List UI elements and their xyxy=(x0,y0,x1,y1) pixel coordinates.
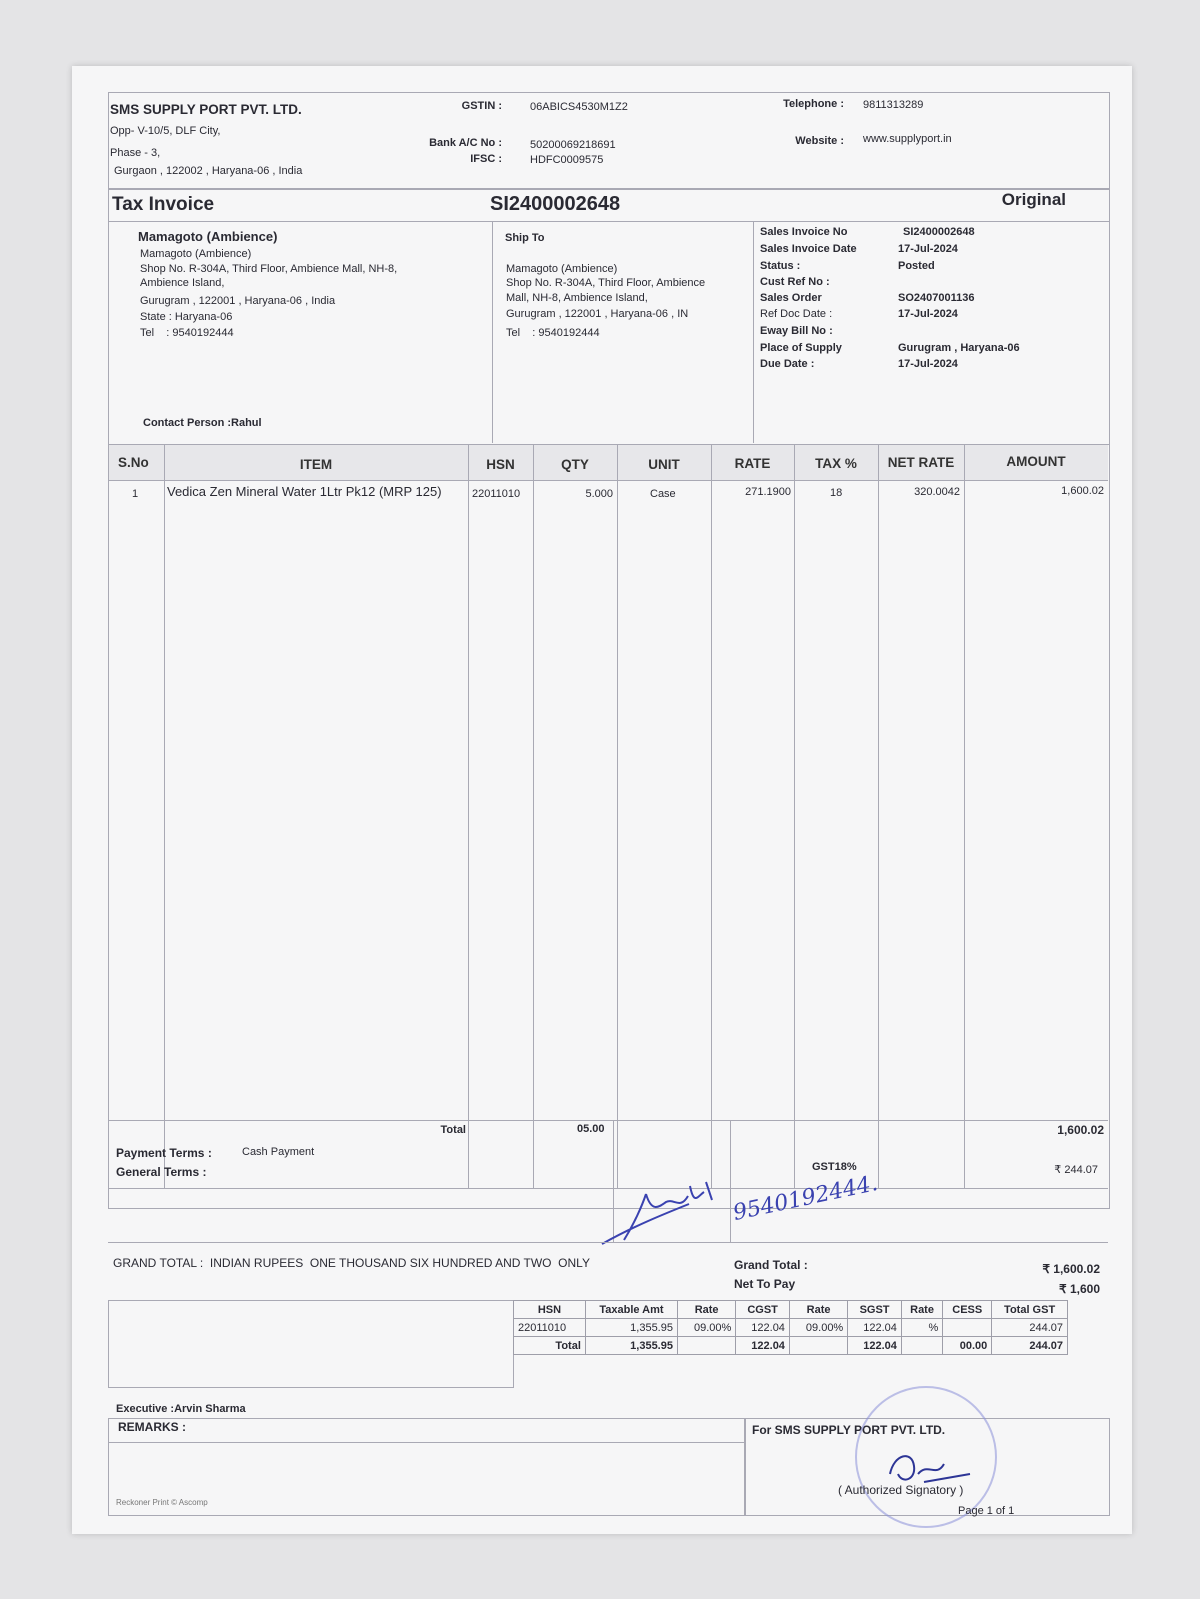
meta-value: Gurugram , Haryana-06 xyxy=(898,342,1020,354)
tax-col-header: Rate xyxy=(789,1301,847,1319)
col-header-tax: TAX % xyxy=(815,456,857,471)
tax-cell: 09.00% xyxy=(789,1319,847,1337)
remarks-rule xyxy=(108,1442,744,1443)
footer-print-note: Reckoner Print © Ascomp xyxy=(116,1498,208,1507)
document-title: Tax Invoice xyxy=(112,194,215,215)
grand-total-rule xyxy=(108,1242,1108,1243)
meta-label: Sales Invoice No xyxy=(760,226,848,238)
tax-total-cell: 122.04 xyxy=(848,1337,902,1355)
col-divider xyxy=(711,444,712,1189)
invoice-number: SI2400002648 xyxy=(490,193,621,215)
telephone-label: Telephone : xyxy=(783,98,844,110)
tax-total-cell xyxy=(789,1337,847,1355)
grand-total-words: GRAND TOTAL : INDIAN RUPEES ONE THOUSAND SIX HUNDRED AND TWO ONLY xyxy=(113,1256,590,1270)
company-address-3: Gurgaon , 122002 , Haryana-06 , India xyxy=(114,165,303,177)
bill-to-line: Tel : 9540192444 xyxy=(140,327,234,339)
gstin-value: 06ABICS4530M1Z2 xyxy=(530,101,628,113)
bill-to-line: Gurugram , 122001 , Haryana-06 , India xyxy=(140,295,336,307)
tax-col-header: Rate xyxy=(901,1301,942,1319)
page-number: Page 1 of 1 xyxy=(958,1505,1015,1517)
tax-summary-table xyxy=(513,1300,1068,1355)
col-header-amount: AMOUNT xyxy=(1006,454,1066,469)
payment-terms-label: Payment Terms : xyxy=(116,1146,212,1160)
col-divider xyxy=(964,444,965,1189)
meta-value: SO2407001136 xyxy=(898,292,975,304)
tax-cell: 122.04 xyxy=(736,1319,790,1337)
company-address-1: Opp- V-10/5, DLF City, xyxy=(110,125,221,137)
col-divider xyxy=(164,444,165,1189)
grand-total-value: ₹ 1,600.02 xyxy=(1042,1262,1100,1276)
tax-total-cell: Total xyxy=(514,1337,586,1355)
general-terms-label: General Terms : xyxy=(116,1165,207,1179)
remarks-label: REMARKS : xyxy=(118,1420,186,1434)
col-header-hsn: HSN xyxy=(486,457,515,472)
meta-label: Place of Supply xyxy=(760,342,842,354)
tax-summary-header xyxy=(514,1301,1068,1319)
tax-summary-row xyxy=(514,1319,1068,1337)
bank-label: Bank A/C No : xyxy=(429,137,502,149)
tax-cell: 22011010 xyxy=(514,1319,586,1337)
tax-col-header: Rate xyxy=(677,1301,735,1319)
bill-to-name: Mamagoto (Ambience) xyxy=(138,229,278,244)
ifsc-value: HDFC0009575 xyxy=(530,154,604,166)
invoice-page xyxy=(72,66,1132,1534)
tax-cell: % xyxy=(901,1319,942,1337)
net-to-pay-value: ₹ 1,600 xyxy=(1059,1282,1100,1296)
ship-to-label: Ship To xyxy=(505,232,545,244)
party-divider-2 xyxy=(753,221,754,443)
tax-col-header: HSN xyxy=(514,1301,586,1319)
bill-to-line: State : Haryana-06 xyxy=(140,311,233,323)
item-rate: 271.1900 xyxy=(745,486,791,498)
meta-label: Eway Bill No : xyxy=(760,325,833,337)
tax-summary-left-box xyxy=(108,1300,514,1388)
copy-label: Original xyxy=(1001,190,1066,209)
items-table xyxy=(108,444,1110,1209)
website-value: www.supplyport.in xyxy=(863,133,952,145)
item-net-rate: 320.0042 xyxy=(914,486,960,498)
for-company: For SMS SUPPLY PORT PVT. LTD. xyxy=(752,1423,946,1437)
col-header-sno: S.No xyxy=(118,455,149,470)
item-qty: 5.000 xyxy=(585,488,613,500)
tax-total-cell: 1,355.95 xyxy=(585,1337,677,1355)
tax-col-header: CESS xyxy=(943,1301,992,1319)
authorized-signatory: ( Authorized Signatory ) xyxy=(838,1483,964,1497)
items-header-rule xyxy=(108,480,1108,481)
items-total-amount: 1,600.02 xyxy=(1057,1123,1104,1137)
items-total-label: Total xyxy=(440,1124,466,1136)
col-divider xyxy=(878,444,879,1189)
tax-summary-total xyxy=(514,1337,1068,1355)
gst-label: GST18% xyxy=(812,1161,857,1173)
meta-label: Due Date : xyxy=(760,358,815,370)
tax-cell: 1,355.95 xyxy=(585,1319,677,1337)
meta-value: 17-Jul-2024 xyxy=(898,308,958,320)
grand-total-label: Grand Total : xyxy=(734,1258,808,1272)
meta-value: SI2400002648 xyxy=(903,226,975,238)
item-description: Vedica Zen Mineral Water 1Ltr Pk12 (MRP 125) xyxy=(167,484,442,499)
tax-col-header: Total GST xyxy=(992,1301,1068,1319)
ship-to-line: Gurugram , 122001 , Haryana-06 , IN xyxy=(506,308,689,320)
party-details-box xyxy=(108,221,1110,445)
terms-rule xyxy=(108,1120,1108,1121)
meta-value: Posted xyxy=(898,260,935,272)
handwritten-phone-note: 9540192444. xyxy=(730,1170,880,1227)
ship-to-line: Mall, NH-8, Ambience Island, xyxy=(506,292,648,304)
ifsc-label: IFSC : xyxy=(470,153,502,165)
col-header-qty: QTY xyxy=(561,457,589,472)
meta-value: 17-Jul-2024 xyxy=(898,358,958,370)
col-divider xyxy=(794,444,795,1189)
executive: Executive :Arvin Sharma xyxy=(116,1403,246,1415)
tax-cell: 122.04 xyxy=(848,1319,902,1337)
tax-cell: 09.00% xyxy=(677,1319,735,1337)
meta-value: 17-Jul-2024 xyxy=(898,243,958,255)
meta-label: Ref Doc Date : xyxy=(760,308,833,320)
tax-col-header: CGST xyxy=(736,1301,790,1319)
tax-cell: 244.07 xyxy=(992,1319,1068,1337)
contact-person: Contact Person :Rahul xyxy=(143,417,262,429)
items-total-qty: 05.00 xyxy=(577,1123,605,1135)
col-header-unit: UNIT xyxy=(648,457,680,472)
col-divider xyxy=(468,444,469,1189)
item-amount: 1,600.02 xyxy=(1061,485,1104,497)
meta-label: Sales Invoice Date xyxy=(760,243,857,255)
meta-label: Cust Ref No : xyxy=(760,276,830,288)
tax-total-cell xyxy=(677,1337,735,1355)
tax-total-cell: 244.07 xyxy=(992,1337,1068,1355)
bill-to-line: Shop No. R-304A, Third Floor, Ambience Mall, NH-8, xyxy=(140,263,398,275)
tax-total-cell: 122.04 xyxy=(736,1337,790,1355)
company-name: SMS SUPPLY PORT PVT. LTD. xyxy=(110,102,302,117)
gstin-label: GSTIN : xyxy=(461,100,502,112)
tax-total-cell xyxy=(901,1337,942,1355)
bill-to-line: Mamagoto (Ambience) xyxy=(140,248,252,260)
bill-to-line: Ambience Island, xyxy=(140,277,225,289)
telephone-value: 9811313289 xyxy=(863,99,924,111)
item-hsn: 22011010 xyxy=(472,488,521,500)
ship-to-line: Mamagoto (Ambience) xyxy=(506,263,618,275)
meta-label: Status : xyxy=(760,260,801,272)
col-header-rate: RATE xyxy=(734,456,771,471)
col-divider xyxy=(533,444,534,1189)
tax-cell xyxy=(943,1319,992,1337)
net-to-pay-label: Net To Pay xyxy=(734,1277,796,1291)
gst-value: ₹ 244.07 xyxy=(1054,1164,1098,1176)
tax-col-header: SGST xyxy=(848,1301,902,1319)
website-label: Website : xyxy=(795,135,844,147)
party-divider-1 xyxy=(492,221,493,443)
ship-to-line: Tel : 9540192444 xyxy=(506,327,600,339)
ship-to-line: Shop No. R-304A, Third Floor, Ambience xyxy=(506,277,706,289)
col-divider xyxy=(617,444,618,1189)
bank-value: 50200069218691 xyxy=(530,139,616,151)
meta-label: Sales Order xyxy=(760,292,822,304)
col-header-item: ITEM xyxy=(299,457,333,472)
item-unit: Case xyxy=(650,488,676,500)
col-header-net-rate: NET RATE xyxy=(887,455,955,470)
item-sno: 1 xyxy=(132,488,139,500)
item-tax: 18 xyxy=(830,487,843,499)
payment-terms-value: Cash Payment xyxy=(242,1146,315,1158)
tax-col-header: Taxable Amt xyxy=(585,1301,677,1319)
tax-total-cell: 00.00 xyxy=(943,1337,992,1355)
company-address-2: Phase - 3, xyxy=(110,147,161,159)
